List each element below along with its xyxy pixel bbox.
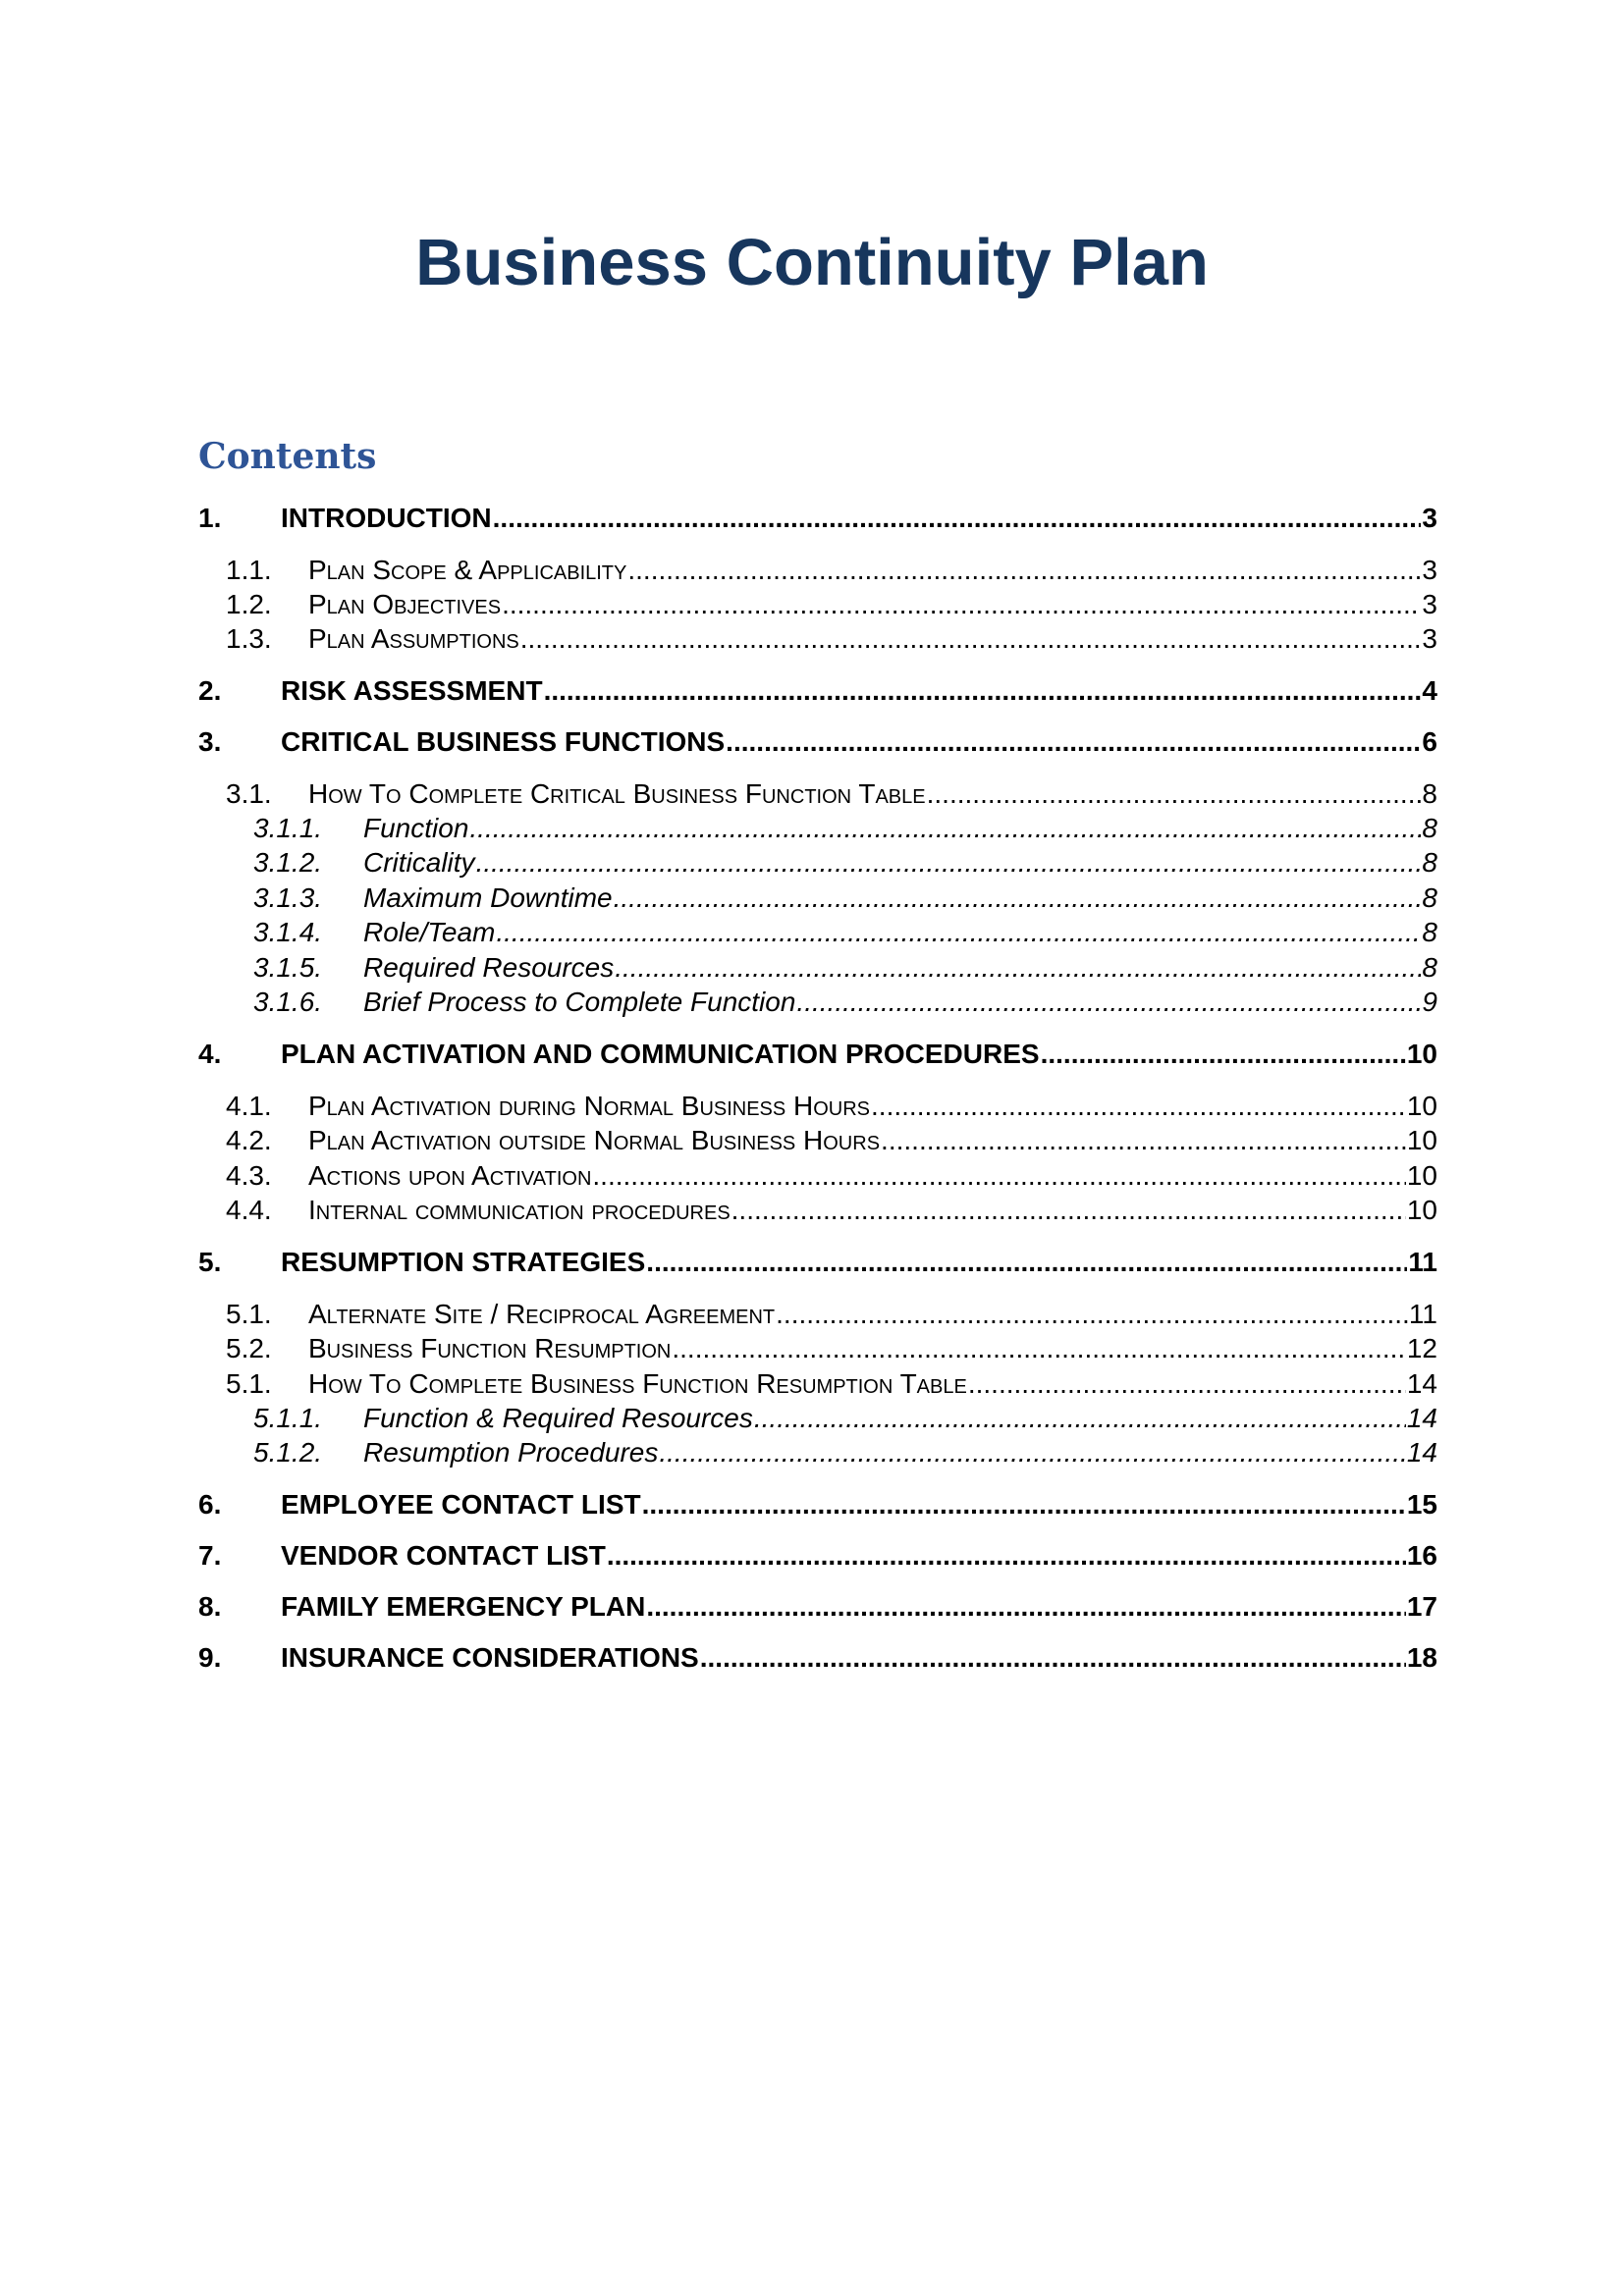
toc-entry-label: Role/Team bbox=[363, 917, 496, 947]
toc-entry-label: Function bbox=[363, 813, 469, 843]
toc-entry-criticality[interactable] bbox=[198, 846, 1437, 880]
toc-entry-page: 11 bbox=[1408, 1247, 1437, 1277]
toc-entry-number: 9. bbox=[198, 1642, 222, 1673]
dot-leader bbox=[627, 554, 1421, 587]
toc-entry-page: 6 bbox=[1422, 726, 1437, 757]
toc-entry-role-team[interactable] bbox=[198, 916, 1437, 949]
dot-leader bbox=[642, 1488, 1406, 1522]
dot-leader bbox=[881, 1124, 1406, 1157]
dot-leader bbox=[544, 674, 1422, 708]
toc-entry-page: 3 bbox=[1422, 589, 1437, 619]
toc-entry-function[interactable] bbox=[198, 812, 1437, 845]
toc-entry-number: 5.2. bbox=[226, 1333, 272, 1363]
dot-leader bbox=[726, 725, 1421, 759]
dot-leader bbox=[731, 1194, 1406, 1227]
toc-entry-label: Plan Objectives bbox=[308, 589, 502, 619]
toc-entry-function-required-resources[interactable] bbox=[198, 1402, 1437, 1435]
toc-entry-number: 4.4. bbox=[226, 1195, 272, 1225]
table-of-contents bbox=[198, 0, 1437, 2296]
toc-entry-label: Plan Activation outside Normal Business Hours bbox=[308, 1125, 881, 1155]
toc-entry-page: 14 bbox=[1406, 1437, 1437, 1468]
toc-entry-critical-business-functions[interactable] bbox=[198, 725, 1437, 759]
toc-entry-how-to-complete-bfr-table[interactable] bbox=[198, 1367, 1437, 1401]
toc-entry-label: Criticality bbox=[363, 847, 475, 878]
dot-leader bbox=[1041, 1038, 1406, 1071]
toc-entry-page: 3 bbox=[1422, 623, 1437, 654]
toc-entry-alternate-site[interactable] bbox=[198, 1298, 1437, 1331]
dot-leader bbox=[646, 1590, 1406, 1624]
toc-entry-label: Required Resources bbox=[363, 952, 615, 983]
toc-entry-number: 7. bbox=[198, 1540, 222, 1571]
toc-entry-label: RISK ASSESSMENT bbox=[281, 675, 543, 706]
toc-entry-plan-scope[interactable] bbox=[198, 554, 1437, 587]
dot-leader bbox=[672, 1332, 1405, 1365]
toc-entry-label: INTRODUCTION bbox=[281, 503, 492, 533]
toc-entry-page: 10 bbox=[1406, 1195, 1437, 1225]
toc-entry-label: Business Function Resumption bbox=[308, 1333, 672, 1363]
toc-entry-number: 6. bbox=[198, 1489, 222, 1520]
toc-entry-number: 3.1.3. bbox=[253, 882, 323, 913]
toc-entry-number: 8. bbox=[198, 1591, 222, 1622]
toc-entry-label: VENDOR CONTACT LIST bbox=[281, 1540, 606, 1571]
dot-leader bbox=[607, 1539, 1406, 1573]
toc-entry-insurance-considerations[interactable] bbox=[198, 1641, 1437, 1675]
toc-entry-number: 1.3. bbox=[226, 623, 272, 654]
toc-entry-number: 5. bbox=[198, 1247, 222, 1277]
toc-entry-label: Function & Required Resources bbox=[363, 1403, 753, 1433]
dot-leader bbox=[520, 622, 1422, 656]
toc-entry-page: 3 bbox=[1422, 555, 1437, 585]
toc-entry-label: Plan Assumptions bbox=[308, 623, 519, 654]
toc-entry-label: Alternate Site / Reciprocal Agreement bbox=[308, 1299, 776, 1329]
dot-leader bbox=[754, 1402, 1406, 1435]
toc-entry-risk-assessment[interactable] bbox=[198, 674, 1437, 708]
dot-leader bbox=[493, 502, 1422, 535]
toc-entry-plan-assumptions[interactable] bbox=[198, 622, 1437, 656]
toc-entry-label: How To Complete Business Function Resumption Table bbox=[308, 1368, 967, 1399]
toc-entry-number: 3.1.5. bbox=[253, 952, 323, 983]
toc-entry-activation-normal-hours[interactable] bbox=[198, 1090, 1437, 1123]
toc-entry-label: Internal communication procedures bbox=[308, 1195, 731, 1225]
toc-entry-label: PLAN ACTIVATION AND COMMUNICATION PROCEDURES bbox=[281, 1039, 1040, 1069]
toc-entry-page: 8 bbox=[1422, 847, 1437, 878]
toc-entry-internal-communication[interactable] bbox=[198, 1194, 1437, 1227]
toc-entry-label: Plan Activation during Normal Business Hours bbox=[308, 1091, 871, 1121]
toc-entry-page: 10 bbox=[1406, 1160, 1437, 1191]
toc-entry-plan-objectives[interactable] bbox=[198, 588, 1437, 621]
dot-leader bbox=[646, 1246, 1407, 1279]
toc-entry-number: 4.3. bbox=[226, 1160, 272, 1191]
toc-entry-number: 4.2. bbox=[226, 1125, 272, 1155]
toc-entry-page: 18 bbox=[1406, 1642, 1437, 1673]
dot-leader bbox=[496, 916, 1421, 949]
toc-entry-brief-process[interactable] bbox=[198, 986, 1437, 1019]
dot-leader bbox=[796, 986, 1421, 1019]
toc-entry-family-emergency-plan[interactable] bbox=[198, 1590, 1437, 1624]
dot-leader bbox=[592, 1159, 1405, 1193]
toc-entry-label: Plan Scope & Applicability bbox=[308, 555, 627, 585]
toc-entry-number: 3.1.1. bbox=[253, 813, 323, 843]
toc-entry-label: Actions upon Activation bbox=[308, 1160, 592, 1191]
toc-entry-number: 3.1.2. bbox=[253, 847, 323, 878]
toc-entry-page: 16 bbox=[1406, 1540, 1437, 1571]
toc-entry-maximum-downtime[interactable] bbox=[198, 881, 1437, 915]
toc-entry-page: 15 bbox=[1406, 1489, 1437, 1520]
toc-entry-number: 3.1. bbox=[226, 778, 272, 809]
toc-entry-page: 8 bbox=[1422, 952, 1437, 983]
toc-entry-number: 1.2. bbox=[226, 589, 272, 619]
document-title: Business Continuity Plan bbox=[415, 226, 1209, 299]
toc-entry-page: 10 bbox=[1406, 1039, 1437, 1069]
toc-entry-page: 11 bbox=[1408, 1299, 1437, 1329]
toc-entry-employee-contact-list[interactable] bbox=[198, 1488, 1437, 1522]
toc-entry-business-function-resumption[interactable] bbox=[198, 1332, 1437, 1365]
toc-entry-number: 5.1.2. bbox=[253, 1437, 323, 1468]
toc-entry-number: 5.1.1. bbox=[253, 1403, 323, 1433]
toc-entry-page: 8 bbox=[1422, 813, 1437, 843]
toc-entry-number: 1. bbox=[198, 503, 222, 533]
toc-entry-number: 1.1. bbox=[226, 555, 272, 585]
toc-entry-page: 8 bbox=[1422, 917, 1437, 947]
toc-entry-page: 12 bbox=[1406, 1333, 1437, 1363]
toc-entry-page: 8 bbox=[1422, 778, 1437, 809]
dot-leader bbox=[502, 588, 1421, 621]
dot-leader bbox=[871, 1090, 1406, 1123]
toc-entry-number: 2. bbox=[198, 675, 222, 706]
toc-entry-required-resources[interactable] bbox=[198, 951, 1437, 985]
dot-leader bbox=[614, 881, 1422, 915]
dot-leader bbox=[700, 1641, 1406, 1675]
toc-entry-number: 5.1. bbox=[226, 1299, 272, 1329]
toc-entry-introduction[interactable] bbox=[198, 502, 1437, 535]
toc-entry-how-to-complete-cbf-table[interactable] bbox=[198, 777, 1437, 811]
dot-leader bbox=[615, 951, 1421, 985]
toc-entry-number: 3.1.6. bbox=[253, 987, 323, 1017]
toc-entry-page: 9 bbox=[1422, 987, 1437, 1017]
toc-entry-label: INSURANCE CONSIDERATIONS bbox=[281, 1642, 699, 1673]
toc-entry-actions-upon-activation[interactable] bbox=[198, 1159, 1437, 1193]
toc-entry-label: Maximum Downtime bbox=[363, 882, 613, 913]
toc-entry-page: 4 bbox=[1422, 675, 1437, 706]
dot-leader bbox=[659, 1436, 1405, 1469]
toc-entry-page: 14 bbox=[1406, 1403, 1437, 1433]
toc-entry-label: Resumption Procedures bbox=[363, 1437, 659, 1468]
toc-entry-plan-activation-communication[interactable] bbox=[198, 1038, 1437, 1071]
toc-entry-label: How To Complete Critical Business Function Table bbox=[308, 778, 926, 809]
toc-entry-resumption-strategies[interactable] bbox=[198, 1246, 1437, 1279]
dot-leader bbox=[476, 846, 1422, 880]
dot-leader bbox=[968, 1367, 1406, 1401]
toc-entry-number: 5.1. bbox=[226, 1368, 272, 1399]
toc-entry-label: EMPLOYEE CONTACT LIST bbox=[281, 1489, 641, 1520]
toc-entry-label: CRITICAL BUSINESS FUNCTIONS bbox=[281, 726, 726, 757]
toc-entry-number: 3.1.4. bbox=[253, 917, 323, 947]
toc-entry-page: 10 bbox=[1406, 1125, 1437, 1155]
dot-leader bbox=[776, 1298, 1408, 1331]
toc-entry-page: 10 bbox=[1406, 1091, 1437, 1121]
dot-leader bbox=[927, 777, 1422, 811]
toc-entry-page: 8 bbox=[1422, 882, 1437, 913]
toc-entry-label: FAMILY EMERGENCY PLAN bbox=[281, 1591, 646, 1622]
toc-entry-activation-outside-hours[interactable] bbox=[198, 1124, 1437, 1157]
contents-heading: Contents bbox=[198, 436, 377, 477]
toc-entry-number: 4. bbox=[198, 1039, 222, 1069]
toc-entry-label: Brief Process to Complete Function bbox=[363, 987, 796, 1017]
toc-entry-page: 14 bbox=[1406, 1368, 1437, 1399]
toc-entry-resumption-procedures[interactable] bbox=[198, 1436, 1437, 1469]
toc-entry-number: 3. bbox=[198, 726, 222, 757]
dot-leader bbox=[469, 812, 1421, 845]
toc-entry-number: 4.1. bbox=[226, 1091, 272, 1121]
toc-entry-page: 3 bbox=[1422, 503, 1437, 533]
toc-entry-page: 17 bbox=[1406, 1591, 1437, 1622]
toc-entry-vendor-contact-list[interactable] bbox=[198, 1539, 1437, 1573]
toc-entry-label: RESUMPTION STRATEGIES bbox=[281, 1247, 646, 1277]
